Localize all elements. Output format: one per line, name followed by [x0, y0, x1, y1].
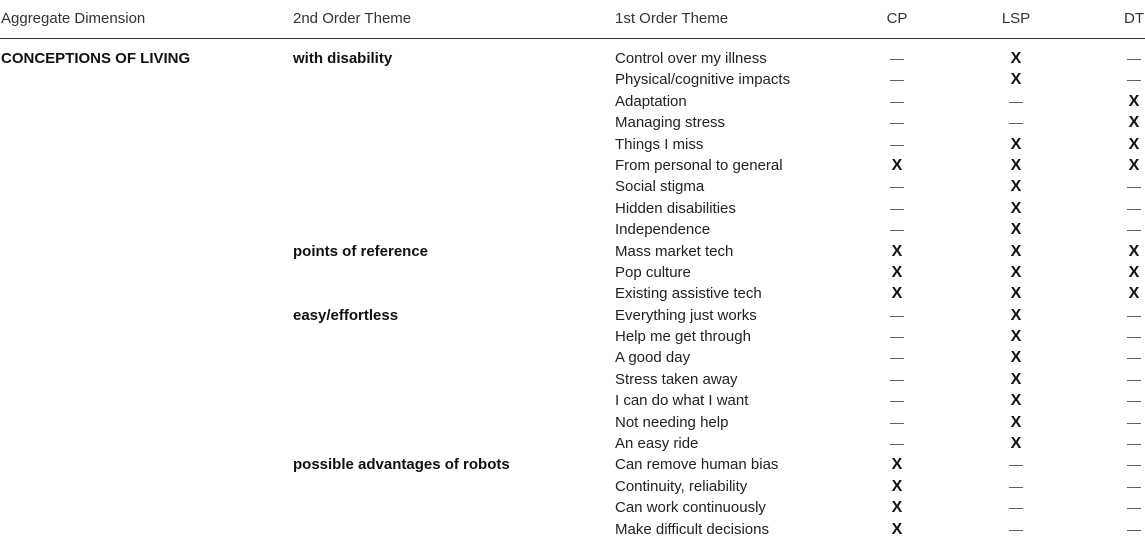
cp-mark-cell: —	[890, 50, 904, 66]
dt-mark-cell: X	[1128, 285, 1140, 303]
cp-mark-cell: X	[891, 477, 903, 495]
first-order-theme-cell: Existing assistive tech	[615, 285, 762, 303]
first-order-theme-cell: Adaptation	[615, 92, 687, 110]
dt-mark-cell: —	[1127, 221, 1141, 238]
cp-mark-cell: —	[890, 392, 904, 409]
table-row	[0, 176, 1145, 197]
table-row	[0, 112, 1145, 133]
second-order-theme-cell: with disability	[293, 50, 393, 67]
first-order-theme-cell: Managing stress	[615, 114, 726, 132]
cp-mark-cell: —	[890, 370, 904, 387]
header-lsp: LSP	[1001, 10, 1031, 27]
cp-mark-cell: —	[890, 114, 904, 131]
aggregate-dimension-cell: CONCEPTIONS OF LIVING	[1, 50, 191, 67]
table-header	[0, 0, 1145, 39]
lsp-mark-cell: —	[1009, 499, 1023, 516]
dt-mark-cell: —	[1127, 178, 1141, 195]
cp-mark-cell: X	[891, 242, 903, 260]
lsp-mark-cell: X	[1010, 156, 1022, 174]
lsp-mark-cell: —	[1009, 456, 1023, 473]
table-row	[0, 219, 1145, 240]
table-row	[0, 241, 1145, 262]
table-row	[0, 390, 1145, 411]
second-order-theme-cell: possible advantages of robots	[293, 456, 510, 474]
dt-mark-cell: —	[1127, 477, 1141, 494]
table-row	[0, 69, 1145, 90]
lsp-mark-cell: X	[1010, 263, 1022, 281]
table-row	[0, 326, 1145, 347]
lsp-mark-cell: X	[1010, 242, 1022, 260]
first-order-theme-cell: Everything just works	[615, 306, 757, 324]
header-second-order-theme: 2nd Order Theme	[293, 10, 412, 27]
cp-mark-cell: X	[891, 456, 903, 474]
table-body	[0, 48, 1145, 536]
dt-mark-cell: —	[1127, 71, 1141, 88]
dt-mark-cell: X	[1128, 114, 1140, 132]
lsp-mark-cell: X	[1010, 370, 1022, 388]
table-row	[0, 155, 1145, 176]
lsp-mark-cell: —	[1009, 92, 1023, 109]
cp-mark-cell: X	[891, 156, 903, 174]
lsp-mark-cell: X	[1010, 50, 1022, 67]
dt-mark-cell: —	[1127, 50, 1141, 66]
first-order-theme-cell: Social stigma	[615, 178, 705, 196]
table-row	[0, 48, 1145, 69]
lsp-mark-cell: X	[1010, 135, 1022, 153]
second-order-theme-cell: easy/effortless	[293, 306, 399, 324]
cp-mark-cell: —	[890, 349, 904, 366]
dt-mark-cell: —	[1127, 499, 1141, 516]
table-row	[0, 412, 1145, 433]
lsp-mark-cell: —	[1009, 520, 1023, 536]
dt-mark-cell: —	[1127, 349, 1141, 366]
cp-mark-cell: X	[891, 285, 903, 303]
table-row	[0, 454, 1145, 475]
dt-mark-cell: —	[1127, 456, 1141, 473]
cp-mark-cell: —	[890, 328, 904, 345]
cp-mark-cell: —	[890, 178, 904, 195]
cp-mark-cell: X	[891, 520, 903, 536]
table-row	[0, 433, 1145, 454]
dt-mark-cell: —	[1127, 392, 1141, 409]
first-order-theme-cell: From personal to general	[615, 156, 783, 174]
table-row	[0, 497, 1145, 518]
header-cp: CP	[886, 10, 908, 27]
table-row	[0, 262, 1145, 283]
dt-mark-cell: X	[1128, 135, 1140, 153]
first-order-theme-cell: Can work continuously	[615, 499, 766, 517]
lsp-mark-cell: X	[1010, 71, 1022, 89]
dt-mark-cell: —	[1127, 306, 1141, 323]
table-row	[0, 283, 1145, 304]
cp-mark-cell: —	[890, 71, 904, 88]
cp-mark-cell: —	[890, 135, 904, 152]
lsp-mark-cell: X	[1010, 392, 1022, 410]
first-order-theme-cell: Make difficult decisions	[615, 520, 769, 536]
cp-mark-cell: —	[890, 306, 904, 323]
cp-mark-cell: X	[891, 263, 903, 281]
cp-mark-cell: —	[890, 92, 904, 109]
cp-mark-cell: —	[890, 435, 904, 452]
table-row	[0, 91, 1145, 112]
first-order-theme-cell: Stress taken away	[615, 370, 738, 388]
table-row	[0, 198, 1145, 219]
first-order-theme-cell: Independence	[615, 221, 711, 239]
dt-mark-cell: X	[1128, 263, 1140, 281]
first-order-theme-cell: I can do what I want	[615, 392, 749, 410]
cp-mark-cell: X	[891, 499, 903, 517]
lsp-mark-cell: X	[1010, 413, 1022, 431]
first-order-theme-cell: A good day	[615, 349, 691, 367]
lsp-mark-cell: X	[1010, 435, 1022, 453]
table-row	[0, 305, 1145, 326]
first-order-theme-cell: Pop culture	[615, 263, 691, 281]
cp-mark-cell: —	[890, 221, 904, 238]
table-row	[0, 369, 1145, 390]
header-dt: DT	[1124, 10, 1144, 27]
dt-mark-cell: X	[1128, 242, 1140, 260]
first-order-theme-cell: Hidden disabilities	[615, 199, 736, 217]
dt-mark-cell: —	[1127, 435, 1141, 452]
cp-mark-cell: —	[890, 413, 904, 430]
first-order-theme-cell: An easy ride	[615, 435, 699, 453]
table-row	[0, 519, 1145, 536]
lsp-mark-cell: —	[1009, 477, 1023, 494]
lsp-mark-cell: X	[1010, 221, 1022, 239]
dt-mark-cell: —	[1127, 199, 1141, 216]
lsp-mark-cell: X	[1010, 199, 1022, 217]
dt-mark-cell: X	[1128, 156, 1140, 174]
dt-mark-cell: —	[1127, 413, 1141, 430]
table-row	[0, 476, 1145, 497]
second-order-theme-cell: points of reference	[293, 242, 429, 260]
cp-mark-cell: —	[890, 199, 904, 216]
lsp-mark-cell: —	[1009, 114, 1023, 131]
lsp-mark-cell: X	[1010, 349, 1022, 367]
first-order-theme-cell: Help me get through	[615, 328, 751, 346]
header-aggregate-dimension: Aggregate Dimension	[1, 10, 146, 27]
lsp-mark-cell: X	[1010, 328, 1022, 346]
table-row	[0, 134, 1145, 155]
dt-mark-cell: X	[1128, 92, 1140, 110]
dt-mark-cell: —	[1127, 328, 1141, 345]
lsp-mark-cell: X	[1010, 285, 1022, 303]
lsp-mark-cell: X	[1010, 178, 1022, 196]
first-order-theme-cell: Control over my illness	[615, 50, 767, 67]
first-order-theme-cell: Things I miss	[615, 135, 704, 153]
first-order-theme-cell: Continuity, reliability	[615, 477, 748, 495]
first-order-theme-cell: Mass market tech	[615, 242, 734, 260]
first-order-theme-cell: Physical/cognitive impacts	[615, 71, 791, 89]
header-first-order-theme: 1st Order Theme	[615, 10, 729, 27]
first-order-theme-cell: Can remove human bias	[615, 456, 779, 474]
dt-mark-cell: —	[1127, 520, 1141, 536]
dt-mark-cell: —	[1127, 370, 1141, 387]
first-order-theme-cell: Not needing help	[615, 413, 729, 431]
table-row	[0, 347, 1145, 368]
lsp-mark-cell: X	[1010, 306, 1022, 324]
